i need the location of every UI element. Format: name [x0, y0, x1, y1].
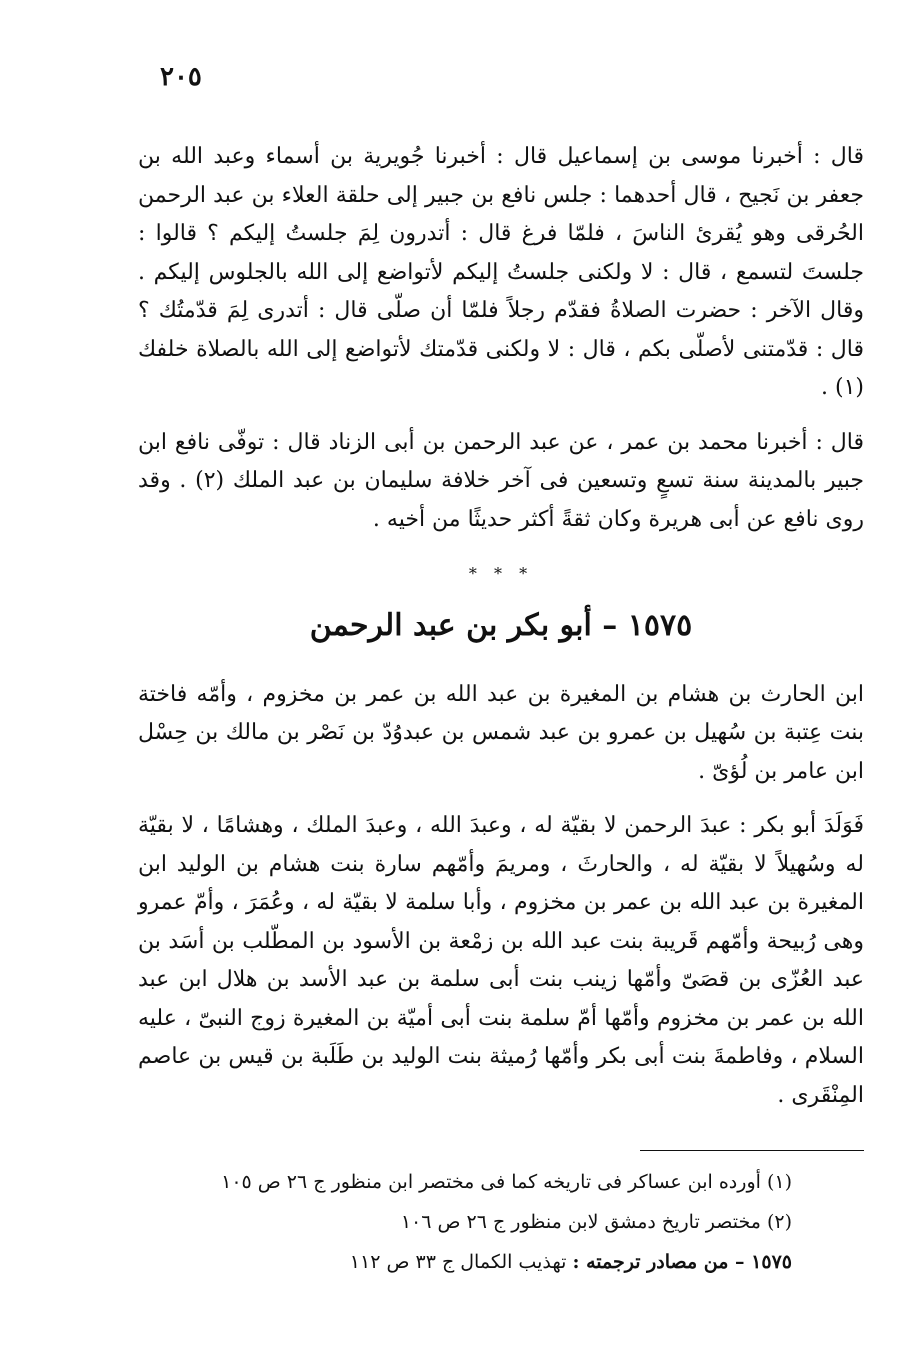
main-text — [138, 138, 864, 1131]
paragraph: قال : أخبرنا محمد بن عمر ، عن عبد الرحمن بن أبى الزناد قال : توفّى نافع ابن جبير بالمدينة سنة تسعٍ وتسعين فى آخر خلافة سليمان بن عبد الملك (٢) . وقد روى نافع عن أبى هريرة وكان ثقةً أكثر حديثًا من أخيه . — [138, 429, 864, 532]
footnote — [220, 1162, 792, 1202]
footnote-source-label: ١٥٧٥ – من مصادر ترجمته : — [572, 1251, 792, 1273]
footnote — [220, 1242, 792, 1282]
footnote-divider — [640, 1150, 864, 1151]
paragraph: قال : أخبرنا موسى بن إسماعيل قال : أخبرنا جُويرية بن أسماء وعبد الله بن جعفر بن نَجيح ، قال أحدهما : جلس نافع بن جبير إلى حلقة العلاء بن عبد الرحمن الحُرقى وهو يُقرئ الناسَ ، فلمّا فرغ قال : أتدرون لِمَ جلستُ إليكم ؟ قالوا : جلستَ لتسمع ، قال : لا ولكنى جلستُ إليكم لأتواضع إلى الله بالجلوس إليكم . وقال الآخر : حضرت الصلاةُ فقدّم رجلاً فلمّا أن صلّى قال : أتدرى لِمَ قدّمتُك ؟ قال : قدّمتنى لأصلّى بكم ، قال : لا ولكنى قدّمتك لأتواضع إلى الله بالصلاة خلفك (١) . — [138, 144, 865, 400]
footnote-text: تهذيب الكمال ج ٣٣ ص ١١٢ — [349, 1251, 573, 1273]
paragraph: ابن الحارث بن هشام بن المغيرة بن عبد الله بن عمر بن مخزوم ، وأمّه فاختة بنت عِتبة بن سُهيل بن عمرو بن عبد شمس بن عبدوُدّ بن نَصْر بن مالك بن حِسْل ابن عامر بن لُؤىّ . — [138, 681, 864, 784]
section-separator: * * * — [468, 564, 534, 583]
paragraph: فَوَلَدَ أبو بكر : عبدَ الرحمن لا بقيّة له ، وعبدَ الله ، وعبدَ الملك ، وهشامًا ، لا بقيّة له وسُهيلاً لا بقيّة له ، والحارثَ ، ومريمَ وأمّهم سارة بنت هشام بن الوليد ابن المغيرة بن عبد الله بن عمر بن مخزوم ، وأبا سلمة لا بقيّة له ، وعُمَرَ ، وأمّ عمرو وهى رُبيحة وأمّهم قَريبة بنت عبد الله بن زمْعة بن الأسود بن المطّلب بن أسَد بن عبد العُزّى بن قصَىّ وأمّها زينب بنت أبى سلمة بن عبد الأسد بن هلال ابن عبد الله بن عمر بن مخزوم وأمّها أمّ سلمة بنت أبى أميّة بن المغيرة زوج النبىّ ، عليه السلام ، وفاطمةَ بنت أبى بكر وأمّها رُميثة بنت الوليد بن طَلَبة بن قيس بن عاصم المِنْقَرى . — [138, 813, 864, 1108]
footnote-text: (٢) مختصر تاريخ دمشق لابن منظور ج ٢٦ ص ١٠٦ — [400, 1211, 792, 1233]
footnote-text: (١) أورده ابن عساكر فى تاريخه كما فى مختصر ابن منظور ج ٢٦ ص ١٠٥ — [221, 1171, 792, 1193]
footnote — [220, 1202, 792, 1242]
page-number: ٢٠٥ — [160, 62, 202, 92]
section-heading: ١٥٧٥ – أبو بكر بن عبد الرحمن — [309, 607, 693, 643]
footnotes — [220, 1162, 792, 1282]
